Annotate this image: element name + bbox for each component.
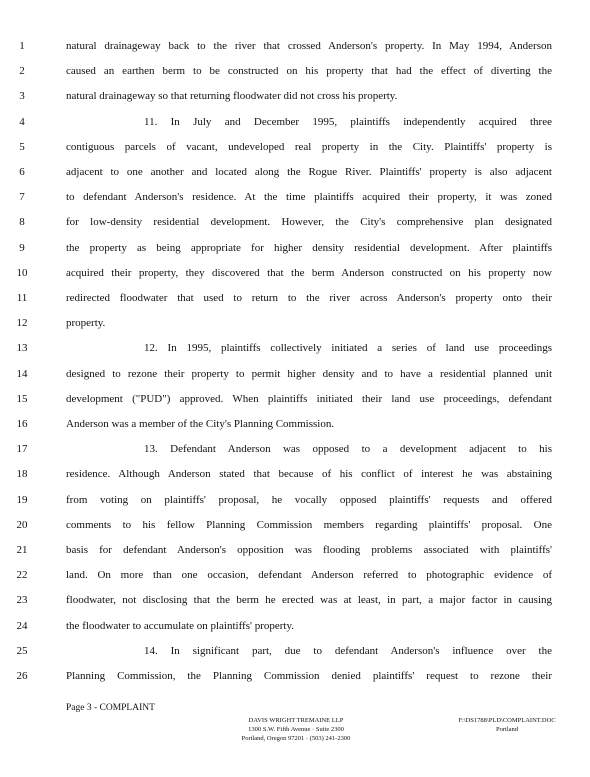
line-number: 5	[19, 140, 25, 153]
line-number: 17	[16, 443, 28, 456]
line-number: 8	[19, 216, 25, 229]
line-number: 3	[19, 90, 25, 103]
line-number: 16	[16, 418, 28, 430]
pleading-line	[0, 238, 590, 258]
file-path: F:\DS1788\PLD\COMPLAINT.DOC	[458, 717, 556, 724]
page-label: Page 3 - COMPLAINT	[66, 703, 155, 713]
line-number: 11	[16, 292, 28, 304]
line-number: 18	[16, 468, 28, 481]
line-number: 7	[19, 191, 25, 204]
line-text: acquired their property, they discovered that the berm Anderson constructed on his property now	[66, 266, 552, 279]
pleading-line	[0, 464, 590, 484]
line-number: 6	[19, 166, 25, 178]
line-number: 20	[16, 518, 28, 531]
line-number: 4	[19, 115, 25, 128]
pleading-line	[0, 364, 590, 384]
line-text: residence. Although Anderson stated that because of his conflict of interest he was abstaining	[66, 468, 552, 481]
line-number: 23	[16, 594, 28, 607]
pleading-line	[0, 187, 590, 207]
pleading-line	[0, 414, 590, 434]
line-number: 25	[16, 644, 28, 657]
line-number: 13	[16, 342, 28, 355]
pleading-line	[0, 616, 590, 636]
pleading-line	[0, 439, 590, 459]
firm-block	[226, 716, 366, 743]
line-number: 21	[16, 544, 28, 556]
pleading-line	[0, 36, 590, 56]
line-number: 14	[16, 367, 28, 380]
line-text: Planning Commission, the Planning Commission denied plaintiffs' request to rezone their	[66, 670, 552, 682]
file-block	[452, 716, 562, 734]
line-text: property.	[66, 317, 106, 330]
line-text: for low-density residential development. However, the City's comprehensive plan designated	[66, 216, 552, 229]
line-text: 13. Defendant Anderson was opposed to a development adjacent to his	[144, 443, 552, 456]
line-number: 19	[16, 493, 28, 506]
pleading-line	[0, 112, 590, 132]
firm-name: DAVIS WRIGHT TREMAINE LLP	[248, 717, 344, 724]
line-text: designed to rezone their property to permit higher density and to have a residential planned unit	[66, 367, 552, 380]
line-text: natural drainageway back to the river that crossed Anderson's property. In May 1994, Anderson	[66, 40, 552, 52]
pleading-line	[0, 590, 590, 610]
pleading-line	[0, 389, 590, 409]
line-text: caused an earthen berm to be constructed on his property that had the effect of diverting the	[66, 65, 552, 78]
line-number: 2	[19, 65, 25, 78]
line-text: redirected floodwater that used to return to the river across Anderson's property onto their	[66, 292, 552, 304]
line-number: 15	[16, 392, 28, 405]
line-number: 26	[16, 670, 28, 682]
pleading-line	[0, 338, 590, 358]
pleading-line	[0, 212, 590, 232]
file-city: Portland	[495, 726, 519, 733]
line-text: the property as being appropriate for higher density residential development. After plaintiffs	[66, 241, 552, 254]
pleading-line	[0, 666, 590, 686]
pleading-line	[0, 490, 590, 510]
firm-address: 1300 S.W. Fifth Avenue · Suite 2300	[248, 726, 344, 733]
pleading-line	[0, 288, 590, 308]
pleading-line	[0, 515, 590, 535]
pleading-line	[0, 162, 590, 182]
line-text: 14. In significant part, due to defendant Anderson's influence over the	[144, 644, 552, 657]
pleading-line	[0, 540, 590, 560]
line-text: Anderson was a member of the City's Planning Commission.	[66, 418, 335, 430]
line-number: 10	[16, 266, 28, 279]
line-text: adjacent to one another and located along the Rogue River. Plaintiffs' property is also adjacent	[66, 166, 552, 178]
line-text: comments to his fellow Planning Commission members regarding plaintiffs' proposal. One	[66, 518, 552, 531]
line-text: 12. In 1995, plaintiffs collectively initiated a series of land use proceedings	[144, 342, 552, 355]
pleading-line	[0, 263, 590, 283]
line-number: 22	[16, 569, 28, 582]
line-text: contiguous parcels of vacant, undeveloped real property in the City. Plaintiffs' property is	[66, 140, 552, 153]
firm-city: Portland, Oregon 97201 · (503) 241-2300	[241, 735, 351, 742]
line-number: 24	[16, 619, 28, 632]
pleading-line	[0, 137, 590, 157]
pleading-line	[0, 313, 590, 333]
pleading-line	[0, 86, 590, 106]
line-text: floodwater, not disclosing that the berm he erected was at least, in part, a major factor in causing	[66, 594, 552, 607]
line-text: 11. In July and December 1995, plaintiffs independently acquired three	[144, 115, 552, 128]
line-text: basis for defendant Anderson's opposition was flooding problems associated with plaintiffs'	[66, 544, 552, 556]
line-text: development ("PUD") approved. When plaintiffs initiated their land use proceedings, defendant	[66, 392, 552, 405]
line-text: natural drainageway so that returning floodwater did not cross his property.	[66, 90, 398, 103]
line-text: to defendant Anderson's residence. At the time plaintiffs acquired their property, it was zoned	[66, 191, 552, 204]
pleading-line	[0, 61, 590, 81]
line-number: 9	[19, 241, 25, 254]
line-text: land. On more than one occasion, defendant Anderson referred to photographic evidence of	[66, 569, 552, 582]
line-text: the floodwater to accumulate on plaintiffs' property.	[66, 619, 295, 632]
pleading-line	[0, 641, 590, 661]
line-text: from voting on plaintiffs' proposal, he vocally opposed plaintiffs' requests and offered	[66, 493, 552, 506]
line-number: 12	[16, 317, 28, 330]
pleading-line	[0, 565, 590, 585]
line-number: 1	[19, 40, 25, 52]
